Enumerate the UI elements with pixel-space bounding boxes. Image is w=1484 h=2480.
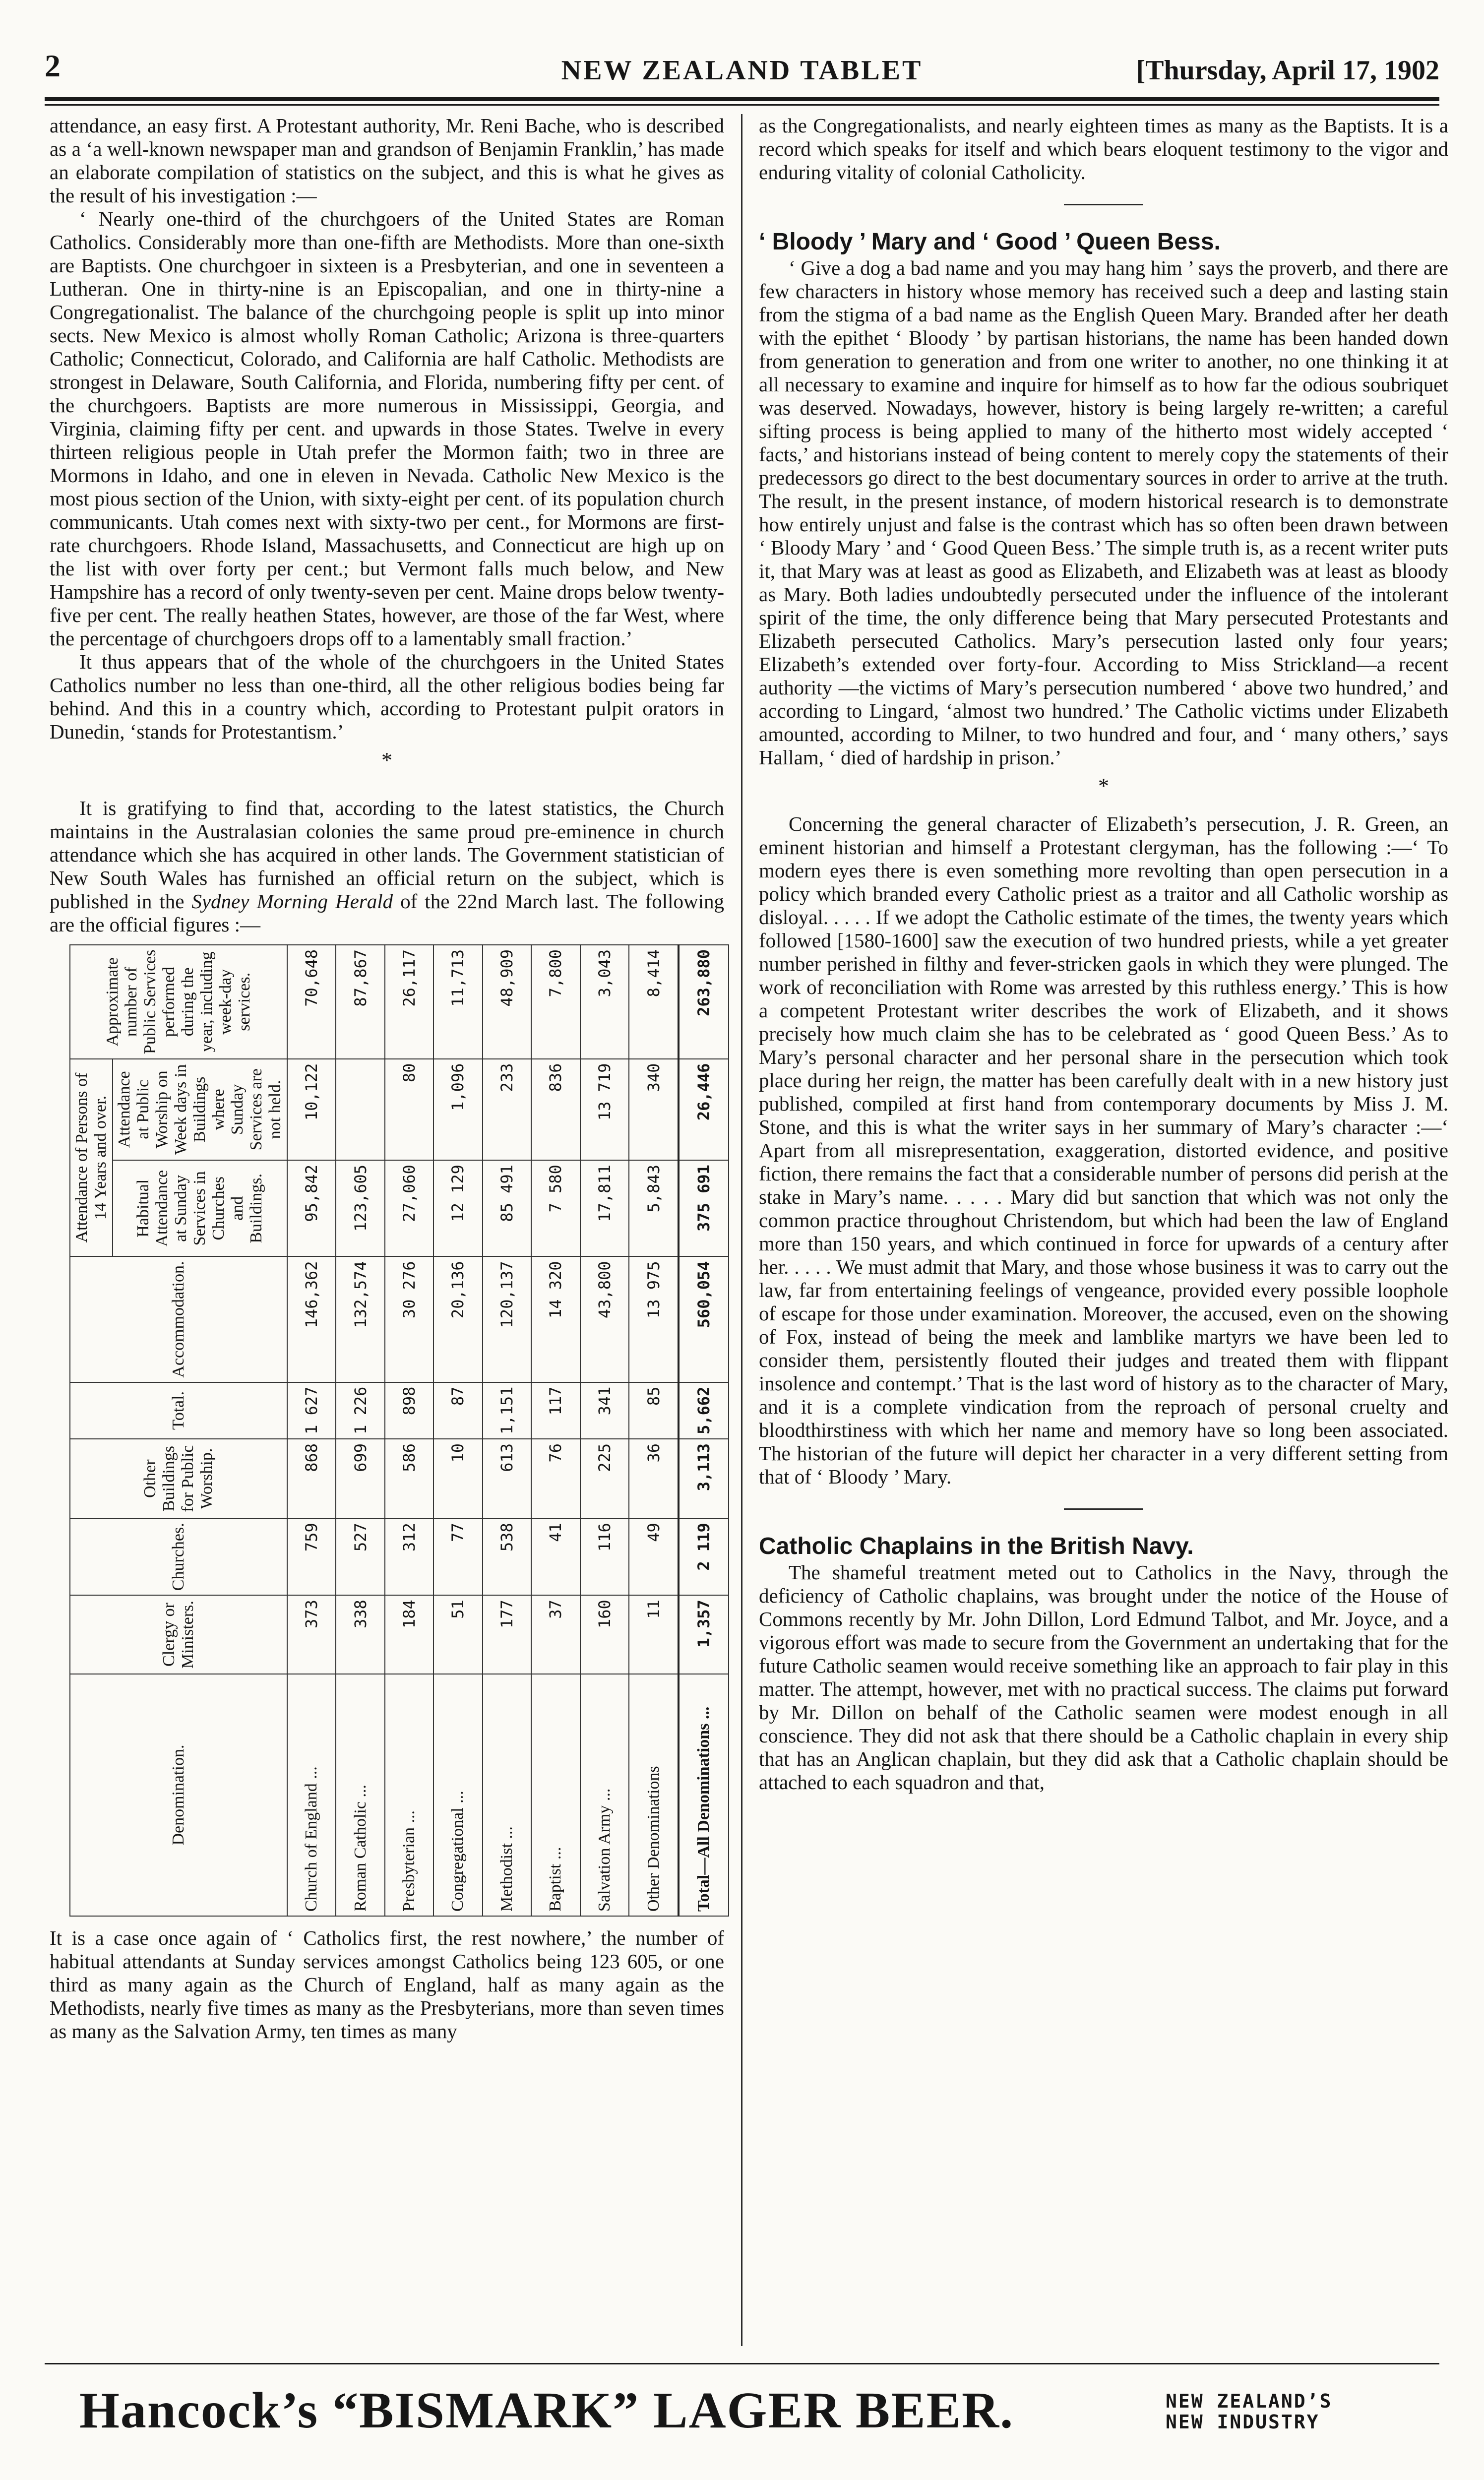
cell-approx: 87,867: [336, 945, 384, 1059]
cell-total: 1,151: [483, 1382, 531, 1439]
p4-text-a: It is gratifying to find that, according to the latest statistics, the Church maintains in the Australasian colonies the same proud pre-eminence in church attendance which she has acquired in other lands. The Government statistician of New South Wales has furnished an official return on the subject, which is published in the: [50, 797, 724, 913]
cell-total: 87: [433, 1382, 482, 1439]
cell-habitual: 7 580: [531, 1160, 580, 1256]
statistics-table-rotated: [69, 944, 729, 1917]
cell-week: 340: [629, 1059, 679, 1160]
cell-total: 1 226: [336, 1382, 384, 1439]
cell-approx: 3,043: [580, 945, 629, 1059]
cell-week: 1,096: [433, 1059, 482, 1160]
cell-churches: 2 119: [679, 1518, 729, 1595]
cell-other: 586: [385, 1439, 433, 1518]
page-number: 2: [45, 48, 61, 83]
right-column: [759, 114, 1448, 1794]
cell-denomination: Church of England ...: [287, 1674, 336, 1916]
cell-denomination: Roman Catholic ...: [336, 1674, 384, 1916]
table-row: [531, 945, 580, 1916]
table-row: [287, 945, 336, 1916]
cell-accommodation: 560,054: [679, 1256, 729, 1382]
th-accommodation: Accommodation.: [70, 1256, 287, 1382]
cell-week: 836: [531, 1059, 580, 1160]
cell-accommodation: 132,574: [336, 1256, 384, 1382]
masthead-title: NEW ZEALAND TABLET: [561, 55, 923, 86]
cell-churches: 77: [433, 1518, 482, 1595]
right-paragraph-1: as the Congregationalists, and nearly eighteen times as many as the Baptists. It is a record which speaks for itself and which bears eloquent testimony to the vigor and enduring vitality of colonial Catholicity.: [759, 114, 1448, 184]
issue-date: [Thursday, April 17, 1902: [1136, 55, 1439, 86]
column-divider: [741, 114, 742, 2346]
cell-denomination: Methodist ...: [483, 1674, 531, 1916]
header-rule-thin: [45, 104, 1439, 106]
cell-denomination: Congregational ...: [433, 1674, 482, 1916]
page-header: [45, 48, 1439, 92]
cell-accommodation: 120,137: [483, 1256, 531, 1382]
statistics-table-wrapper: [69, 944, 729, 1917]
cell-churches: 538: [483, 1518, 531, 1595]
cell-clergy: 373: [287, 1595, 336, 1674]
table-row: [336, 945, 384, 1916]
mary-paragraph-2: Concerning the general character of Elizabeth’s persecution, J. R. Green, an eminent historian and himself a Protestant clergyman, has the following :—‘ To modern eyes there is even something more revolting than open persecution in a policy which branded every Catholic priest as a traitor and all Catholic worship as disloyal. . . . . If we adopt the Catholic estimate of the times, the twenty years which followed [1580-1600] saw the execution of two hundred priests, while a yet greater number perished in filthy and fever-stricken gaols in which they were plunged. The work of reconciliation with Rome was arrested by this ruthless energy.’ This is how a competent Protestant writer describes the work of Elizabeth, and it shows precisely how much claim she has to be celebrated as ‘ good Queen Bess.’ As to Mary’s personal character and her personal share in the persecution which took place during her reign, the matter has been carefully dealt with in a new history just published, compiled at first hand from contemporary documents by Miss J. M. Stone, and this is what the writer says in her summary of Mary’s character :—‘ Apart from all misrepresentation, exaggeration, distorted evidence, and positive fiction, there remains the fact that a considerable number of persons did perish at the stake in Mary’s name. . . . . Mary did but sanction that which was not only the common practice throughout Christendom, but which had been the law of England more than 150 years, and which continued in force for upwards of a century after her. . . . . We must admit that Mary, and those whose business it was to carry out the law, far from entertaining feelings of vengeance, provided every possible loophole of escape for those under examination. Moreover, the accused, even on the showing of Fox, instead of being the meek and lamblike martyrs we have been led to consider them, persistently flouted their judges and treated them with flippant insolence and contempt.’ That is the last word of history as to the character of Mary, and it is a complete vindication from the reproach of personal cruelty and bloodthirstiness with which her name and memory have so long been associated. The historian of the future will depict her character in a very different setting from that of ‘ Bloody ’ Mary.: [759, 812, 1448, 1488]
table-row: [433, 945, 482, 1916]
cell-denomination: Salvation Army ...: [580, 1674, 629, 1916]
left-paragraph-2: ‘ Nearly one-third of the churchgoers of the United States are Roman Catholics. Considerably more than one-fifth are Methodists. More than one-sixth are Baptists. One churchgoer in sixteen is a Presbyterian, and one in seventeen a Lutheran. One in thirty-nine is an Episcopalian, and one in thirty-nine a Congregationalist. The balance of the churchgoing people is split up into minor sects. New Mexico is almost wholly Roman Catholic; Arizona is three-quarters Catholic; Connecticut, Colorado, and California are half Catholic. Methodists are strongest in Delaware, South California, and Florida, numbering fifty per cent. of the churchgoers. Baptists are more numerous in Mississippi, Georgia, and Virginia, claiming fifty per cent. and upwards in those States. Twelve in every thirteen religious people in Utah prefer the Mormon faith; two in three are Mormons in Idaho, and one in eleven in Nevada. Catholic New Mexico is the most pious section of the Union, with sixty-eight per cent. of its population church communicants. Utah comes next with sixty-two per cent., for Mormons are first-rate churchgoers. Rhode Island, Massachusetts, and Connecticut are high up on the list with over forty per cent.; but Vermont falls much below, and New Hampshire has a record of only twenty-seven per cent. Maine drops below twenty-five per cent. The really heathen States, however, are those of the far West, where the percentage of churchgoers drops off to a lamentably small fraction.’: [50, 207, 724, 650]
cell-denomination: Other Denominations: [629, 1674, 679, 1916]
cell-accommodation: 20,136: [433, 1256, 482, 1382]
cell-churches: 49: [629, 1518, 679, 1595]
th-attendance-group: Attendance of Persons of 14 Years and over.: [70, 1059, 113, 1257]
th-total: Total.: [70, 1382, 287, 1439]
cell-clergy: 177: [483, 1595, 531, 1674]
left-paragraph-3: It thus appears that of the whole of the churchgoers in the United States Catholics number no less than one-third, all the other religious bodies being far behind. And this in a country which, according to Protestant pulpit orators in Dunedin, ‘stands for Protestantism.’: [50, 650, 724, 743]
section-title-chaplains: Catholic Chaplains in the British Navy.: [759, 1533, 1194, 1559]
cell-churches: 41: [531, 1518, 580, 1595]
cell-habitual: 95,842: [287, 1160, 336, 1256]
table-row: [629, 945, 679, 1916]
cell-churches: 312: [385, 1518, 433, 1595]
cell-churches: 527: [336, 1518, 384, 1595]
table-row: [385, 945, 433, 1916]
cell-accommodation: 30 276: [385, 1256, 433, 1382]
table-row: [580, 945, 629, 1916]
cell-habitual: 5,843: [629, 1160, 679, 1256]
cell-other: 36: [629, 1439, 679, 1518]
cell-accommodation: 14 320: [531, 1256, 580, 1382]
p4-text-b: of the 22nd March last. The following are the official figures :—: [50, 890, 724, 936]
newspaper-name: Sydney Morning Herald: [191, 890, 393, 913]
left-paragraph-1: attendance, an easy first. A Protestant authority, Mr. Reni Bache, who is described as a ‘a well-known newspaper man and grandson of Benjamin Franklin,’ has made an elaborate compilation of statistics on the subject, and this is what he gives as the result of his investigation :—: [50, 114, 724, 207]
cell-total: 1 627: [287, 1382, 336, 1439]
th-churches: Churches.: [70, 1518, 287, 1595]
cell-clergy: 51: [433, 1595, 482, 1674]
cell-week: [336, 1059, 384, 1160]
cell-total: 898: [385, 1382, 433, 1439]
section-title-bloody-mary: ‘ Bloody ’ Mary and ‘ Good ’ Queen Bess.: [759, 229, 1221, 255]
advert-note-line-2: NEW INDUSTRY: [1166, 2411, 1320, 2433]
section-rule-1: [1064, 204, 1143, 205]
cell-habitual: 375 691: [679, 1160, 729, 1256]
advert-note: [1166, 2391, 1332, 2432]
cell-week: 13 719: [580, 1059, 629, 1160]
chaplains-paragraph-1: The shameful treatment meted out to Catholics in the Navy, through the deficiency of Catholic chaplains, was brought under the notice of the House of Commons recently by Mr. John Dillon, Lord Edmund Talbot, and Mr. Joyce, and a vigorous effort was made to secure from the Government an undertaking that for the future Catholic seamen would receive something like an approach to fair play in this matter. The attempt, however, met with no practical success. The claims put forward by Mr. Dillon on behalf of the Catholic seamen were modest enough in all conscience. They did not ask that there should be a Catholic chaplain in every ship that has an Anglican chaplain, but they did ask that a Catholic chaplain should be attached to each squadron and that,: [759, 1561, 1448, 1794]
cell-accommodation: 13 975: [629, 1256, 679, 1382]
cell-habitual: 123,605: [336, 1160, 384, 1256]
section-star-right: *: [1098, 774, 1109, 798]
cell-clergy: 11: [629, 1595, 679, 1674]
left-paragraph-4: [50, 797, 724, 936]
cell-total: 341: [580, 1382, 629, 1439]
table-body: [287, 945, 729, 1916]
cell-clergy: 184: [385, 1595, 433, 1674]
cell-clergy: 1,357: [679, 1595, 729, 1674]
cell-total: 5,662: [679, 1382, 729, 1439]
cell-week: 10,122: [287, 1059, 336, 1160]
cell-other: 699: [336, 1439, 384, 1518]
cell-approx: 263,880: [679, 945, 729, 1059]
section-star: *: [381, 748, 392, 772]
cell-other: 868: [287, 1439, 336, 1518]
cell-approx: 26,117: [385, 945, 433, 1059]
beer-advertisement: Hancock’s “BISMARK” LAGER BEER.: [79, 2382, 1014, 2439]
cell-week: 233: [483, 1059, 531, 1160]
th-clergy: Clergy or Ministers.: [70, 1595, 287, 1674]
th-week-days: Attendance at Public Worship on Week days in Buildings where Sunday Services are not held.: [113, 1059, 287, 1160]
header-rule-thick: [45, 97, 1439, 101]
cell-clergy: 37: [531, 1595, 580, 1674]
cell-other: 10: [433, 1439, 482, 1518]
cell-churches: 759: [287, 1518, 336, 1595]
cell-week: 80: [385, 1059, 433, 1160]
left-column: [50, 114, 724, 2043]
table-row: [483, 945, 531, 1916]
left-paragraph-5: It is a case once again of ‘ Catholics first, the rest nowhere,’ the number of habitual attendants at Sunday services amongst Catholics being 123 605, or one third as many again as the Church of England, half as many again as the Methodists, nearly five times as many as the Presbyterians, more than seven times as many as the Salvation Army, ten times as many: [50, 1926, 724, 2043]
cell-approx: 8,414: [629, 945, 679, 1059]
cell-habitual: 12 129: [433, 1160, 482, 1256]
cell-habitual: 17,811: [580, 1160, 629, 1256]
cell-approx: 70,648: [287, 945, 336, 1059]
th-approx-services: Approximate number of Public Services performed during the year, including week-day services.: [70, 945, 287, 1059]
th-denomination: Denomination.: [70, 1674, 287, 1916]
cell-accommodation: 43,800: [580, 1256, 629, 1382]
table-row-total: [679, 945, 729, 1916]
cell-clergy: 338: [336, 1595, 384, 1674]
cell-other: 613: [483, 1439, 531, 1518]
th-habitual: Habitual Attendance at Sunday Services in Churches and Buildings.: [113, 1160, 287, 1256]
cell-week: 26,446: [679, 1059, 729, 1160]
cell-total: 85: [629, 1382, 679, 1439]
mary-paragraph-1: ‘ Give a dog a bad name and you may hang him ’ says the proverb, and there are few characters in history whose memory has received such a deep and lasting stain from the stigma of a bad name as the English Queen Mary. Branded after her death with the epithet ‘ Bloody ’ by partisan historians, the name has been handed down from generation to generation and from one writer to another, no one thinking it at all necessary to examine and inquire for himself as to how far the odious soubriquet was deserved. Nowadays, however, history is being largely re-written; a careful sifting process is being applied to many of the hitherto most widely accepted ‘ facts,’ and historians instead of being content to merely copy the statements of their predecessors go direct to the best documentary sources in order to arrive at the truth. The result, in the present instance, of modern historical research is to demonstrate how entirely unjust and false is the contrast which has so often been drawn between ‘ Bloody Mary ’ and ‘ Good Queen Bess.’ The simple truth is, as a recent writer puts it, that Mary was at least as good as Elizabeth, and Elizabeth was at least as bloody as Mary. Both ladies undoubtedly persecuted under the influence of the intolerant spirit of the time, the only difference being that Mary persecuted Protestants and Elizabeth persecuted Catholics. Mary’s persecution lasted only four years; Elizabeth’s extended over forty-four. According to Miss Strickland—a recent authority —the victims of Mary’s persecution numbered ‘ above two hundred,’ and according to Lingard, ‘almost two hundred.’ The Catholic victims under Elizabeth amounted, according to Milner, to two hundred and four, and ‘ many others,’ says Hallam, ‘ died of hardship in prison.’: [759, 256, 1448, 769]
cell-denomination: Baptist ...: [531, 1674, 580, 1916]
cell-accommodation: 146,362: [287, 1256, 336, 1382]
cell-total: 117: [531, 1382, 580, 1439]
cell-other: 225: [580, 1439, 629, 1518]
cell-habitual: 85 491: [483, 1160, 531, 1256]
cell-denomination: Total—All Denominations ...: [679, 1674, 729, 1916]
cell-other: 76: [531, 1439, 580, 1518]
advert-note-line-1: NEW ZEALAND’S: [1166, 2390, 1333, 2412]
cell-approx: 11,713: [433, 945, 482, 1059]
cell-clergy: 160: [580, 1595, 629, 1674]
footer-rule: [45, 2363, 1439, 2364]
church-attendance-table: [69, 944, 729, 1917]
cell-denomination: Presbyterian ...: [385, 1674, 433, 1916]
cell-habitual: 27,060: [385, 1160, 433, 1256]
th-other-buildings: Other Buildings for Public Worship.: [70, 1439, 287, 1518]
cell-approx: 7,800: [531, 945, 580, 1059]
cell-approx: 48,909: [483, 945, 531, 1059]
cell-other: 3,113: [679, 1439, 729, 1518]
cell-churches: 116: [580, 1518, 629, 1595]
section-rule-2: [1064, 1508, 1143, 1510]
